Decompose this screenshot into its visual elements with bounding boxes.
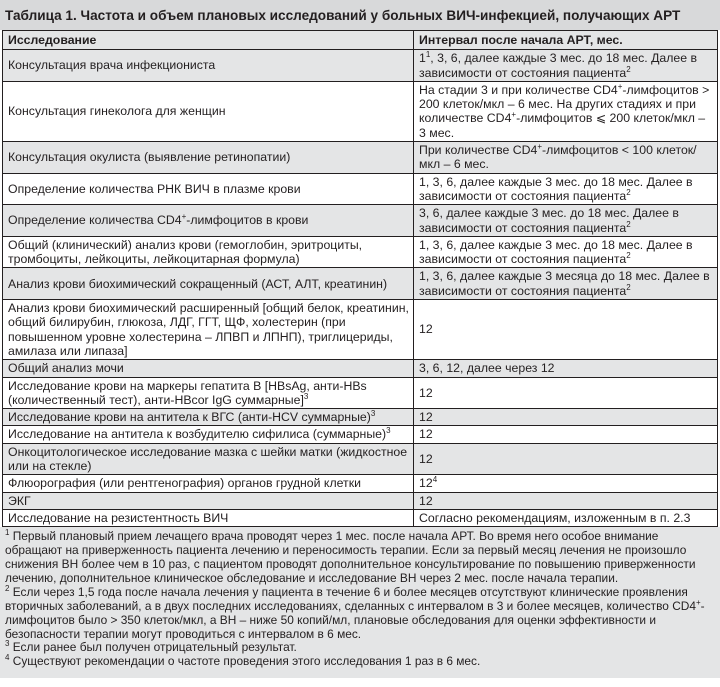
study-cell: Исследование на антитела к возбудителю сифилиса (суммарные)$^3$ bbox=[3, 426, 414, 443]
interval-cell: $1^1$, 3, 6, далее каждые 3 мес. до 18 мес. Далее в зависимости от состояния пациента$^2$ bbox=[414, 50, 718, 82]
study-cell: Онкоцитологическое исследование мазка с шейки матки (жидкостное или на стекле) bbox=[3, 443, 414, 475]
study-cell: Определение количества CD4+-лимфоцитов в крови bbox=[3, 205, 414, 237]
table-row bbox=[3, 50, 718, 82]
study-cell: Определение количества РНК ВИЧ в плазме крови bbox=[3, 173, 414, 205]
table-row bbox=[3, 360, 718, 377]
table-row bbox=[3, 377, 718, 409]
table-row bbox=[3, 268, 718, 300]
table-row bbox=[3, 475, 718, 492]
footnotes bbox=[0, 527, 720, 678]
study-cell: Исследование крови на маркеры гепатита В [HBsAg, анти-HBs (количественный тест), анти-HBcor IgG суммарные]$^3$ bbox=[3, 377, 414, 409]
interval-cell: 12 bbox=[414, 426, 718, 443]
table-row bbox=[3, 173, 718, 205]
study-cell: Консультация гинеколога для женщин bbox=[3, 81, 414, 141]
table-header-row bbox=[3, 31, 718, 50]
interval-cell: 3, 6, 12, далее через 12 bbox=[414, 360, 718, 377]
study-cell: Флюорография (или рентгенография) органов грудной клетки bbox=[3, 475, 414, 492]
interval-cell: 12 bbox=[414, 492, 718, 509]
interval-cell: 1, 3, 6, далее каждые 3 месяца до 18 мес. Далее в зависимости от состояния пациента$^2$ bbox=[414, 268, 718, 300]
table-row bbox=[3, 236, 718, 268]
table-row bbox=[3, 81, 718, 141]
footnote: $^2$ Если через 1,5 года после начала лечения у пациента в течение 6 и более месяцев отсутствуют клинические проявления вторичных заболеваний, а в двух последних исследованиях, сделанных с интервалом в 3 и более месяцев, количество CD4+-лимфоцитов было > 350 клеток/мкл, а ВН – ниже 50 копий/мл, плановые обследования для оценки эффективности и безопасности терапии могут проводиться с интервалом в 6 мес. bbox=[5, 583, 705, 641]
table-row bbox=[3, 509, 718, 526]
study-table bbox=[2, 30, 718, 527]
study-cell: Общий (клинический) анализ крови (гемоглобин, эритроциты, тромбоциты, лейкоциты, лейкоцитарная формула) bbox=[3, 236, 414, 268]
interval-cell: Согласно рекомендациям, изложенным в п. 2.3 bbox=[414, 509, 718, 526]
interval-cell: 12 bbox=[414, 377, 718, 409]
study-cell: Анализ крови биохимический сокращенный (АСТ, АЛТ, креатинин) bbox=[3, 268, 414, 300]
study-cell: Анализ крови биохимический расширенный [общий белок, креатинин, общий билирубин, глюкоза, ЛДГ, ГГТ, ЩФ, холестерин (при повышенном уровне холестерина – ЛПВП и ЛПНП), триглицериды, амилаза или липаза] bbox=[3, 300, 414, 360]
interval-cell: При количестве CD4+-лимфоцитов < 100 клеток/мкл – 6 мес. bbox=[414, 142, 718, 174]
table-title: Таблица 1. Частота и объем плановых исследований у больных ВИЧ-инфекцией, получающих АРТ bbox=[0, 0, 720, 30]
table-row bbox=[3, 426, 718, 443]
study-cell: ЭКГ bbox=[3, 492, 414, 509]
footnote: $^1$ Первый плановый прием лечащего врача проводят через 1 мес. после начала АРТ. Во время него особое внимание обращают на приверженность пациента лечению и переносимость терапии. Если за первый месяц лечения не произошло снижения ВН более чем в 10 раз, с пациентом проводят дополнительное консультирование по повышению приверженности лечению, дополнительное клиническое обследование и исследование ВН через 2 мес. после начала терапии. bbox=[5, 528, 696, 585]
footnote: $^3$ Если ранее был получен отрицательный результат. bbox=[5, 639, 297, 655]
table-row bbox=[3, 142, 718, 174]
interval-cell: На стадии 3 и при количестве CD4+-лимфоцитов > 200 клеток/мкл – 6 мес. На других стадиях и при количестве CD4+-лимфоцитов ⩽ 200 клеток/мкл – 3 мес. bbox=[414, 81, 718, 141]
study-cell: Консультация врача инфекциониста bbox=[3, 50, 414, 82]
interval-cell: 1, 3, 6, далее каждые 3 мес. до 18 мес. Далее в зависимости от состояния пациента$^2$ bbox=[414, 236, 718, 268]
interval-cell: $12^4$ bbox=[414, 475, 718, 492]
interval-cell: 12 bbox=[414, 300, 718, 360]
interval-cell: 1, 3, 6, далее каждые 3 мес. до 18 мес. Далее в зависимости от состояния пациента$^2$ bbox=[414, 173, 718, 205]
table-row bbox=[3, 409, 718, 426]
table-row bbox=[3, 443, 718, 475]
table-row bbox=[3, 205, 718, 237]
study-cell: Исследование на резистентность ВИЧ bbox=[3, 509, 414, 526]
header-study: Исследование bbox=[3, 31, 414, 50]
interval-cell: 12 bbox=[414, 409, 718, 426]
table-row bbox=[3, 300, 718, 360]
header-interval: Интервал после начала АРТ, мес. bbox=[414, 31, 718, 50]
interval-cell: 3, 6, далее каждые 3 мес. до 18 мес. Далее в зависимости от состояния пациента$^2$ bbox=[414, 205, 718, 237]
interval-cell: 12 bbox=[414, 443, 718, 475]
study-cell: Исследование крови на антитела к ВГС (анти-HCV суммарные)$^3$ bbox=[3, 409, 414, 426]
table-row bbox=[3, 492, 718, 509]
footnote: $^4$ Существуют рекомендации о частоте проведения этого исследования 1 раз в 6 мес. bbox=[5, 653, 481, 669]
study-cell: Консультация окулиста (выявление ретинопатии) bbox=[3, 142, 414, 174]
study-cell: Общий анализ мочи bbox=[3, 360, 414, 377]
